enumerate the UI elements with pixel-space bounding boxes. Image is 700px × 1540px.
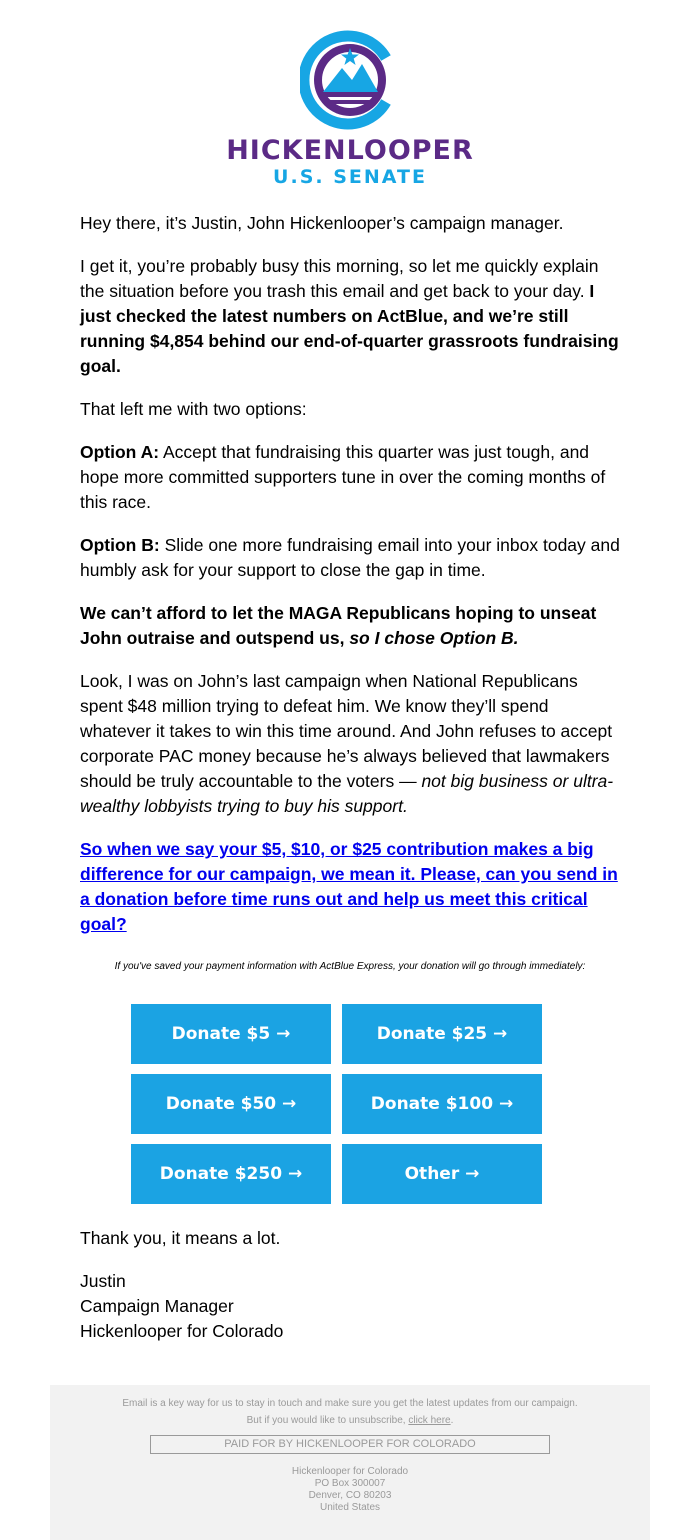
context-text: Look, I was on John’s last campaign when National Republicans spent $48 million trying to defeat him. We know they’ll spend whatever it takes to win this time around. And John refuses to accept corporate PAC money because he’s always believed that lawmakers should be truly accountable to the voters — [80, 671, 613, 791]
address-line: Hickenlooper for Colorado [291, 1466, 409, 1477]
decision-italic-text: so I chose Option B. [349, 628, 519, 648]
email-body [80, 211, 620, 955]
greeting-paragraph: Hey there, it’s Justin, John Hickenlooper’s campaign manager. [80, 213, 564, 233]
intro-bold-text: I just checked the latest numbers on ActBlue, and we’re still running $4,854 behind our end-of-quarter grassroots fundraising goal. [80, 281, 619, 376]
address-line: United States [319, 1502, 381, 1513]
email-footer [50, 1385, 650, 1540]
donate-250-button[interactable]: Donate $250 → [131, 1144, 331, 1204]
actblue-express-note: If you've saved your payment information with ActBlue Express, your donation will go through immediately: [114, 961, 586, 972]
unsubscribe-link[interactable]: click here [408, 1415, 451, 1426]
unsubscribe-prefix: But if you would like to unsubscribe, [246, 1415, 409, 1426]
cta-paragraph [80, 837, 620, 937]
option-b-paragraph [80, 533, 620, 583]
decision-paragraph [80, 601, 620, 651]
signature-org: Hickenlooper for Colorado [80, 1321, 284, 1341]
option-a-paragraph [80, 440, 620, 515]
signature-role: Campaign Manager [80, 1296, 234, 1316]
donate-25-button[interactable]: Donate $25 → [342, 1004, 542, 1064]
intro-paragraph [80, 254, 620, 379]
option-a-text: Accept that fundraising this quarter was just tough, and hope more committed supporters tune in over the coming months of this race. [80, 442, 606, 512]
footer-line-2 [50, 1412, 650, 1429]
option-b-text: Slide one more fundraising email into your inbox today and humbly ask for your support to close the gap in time. [80, 535, 620, 580]
signature-name: Justin [80, 1271, 126, 1291]
option-a-label: Option A: [80, 442, 160, 462]
paid-for-disclaimer: PAID FOR BY HICKENLOOPER FOR COLORADO [150, 1435, 550, 1454]
intro-text: I get it, you’re probably busy this morning, so let me quickly explain the situation before you trash this email and get back to your day. [80, 256, 599, 301]
option-b-label: Option B: [80, 535, 160, 555]
donate-100-button[interactable]: Donate $100 → [342, 1074, 542, 1134]
thanks-text: Thank you, it means a lot. [80, 1228, 281, 1248]
options-intro: That left me with two options: [80, 399, 307, 419]
decision-bold-text: We can’t afford to let the MAGA Republicans hoping to unseat John outraise and outspend us, [80, 603, 597, 648]
logo-wordmark: HICKENLOOPER [226, 135, 474, 166]
context-italic-text: not big business or ultra-wealthy lobbyists trying to buy his support. [80, 771, 614, 816]
campaign-logo [0, 28, 700, 188]
address-line: Denver, CO 80203 [308, 1490, 392, 1501]
donate-other-button[interactable]: Other → [342, 1144, 542, 1204]
closing-section [80, 1226, 620, 1344]
logo-subtitle: U.S. SENATE [273, 166, 427, 188]
context-paragraph [80, 669, 620, 819]
logo-emblem-icon [300, 28, 400, 132]
unsubscribe-suffix: . [450, 1415, 454, 1426]
footer-line-1: Email is a key way for us to stay in touch and make sure you get the latest updates from our campaign. [122, 1398, 578, 1409]
address-line: PO Box 300007 [314, 1478, 386, 1489]
donate-50-button[interactable]: Donate $50 → [131, 1074, 331, 1134]
donate-cta-link[interactable]: So when we say your $5, $10, or $25 contribution makes a big difference for our campaign, we mean it. Please, can you send in a donation before time runs out and help us meet this critical goal? [80, 839, 618, 934]
mailing-address [50, 1466, 650, 1514]
donate-5-button[interactable]: Donate $5 → [131, 1004, 331, 1064]
